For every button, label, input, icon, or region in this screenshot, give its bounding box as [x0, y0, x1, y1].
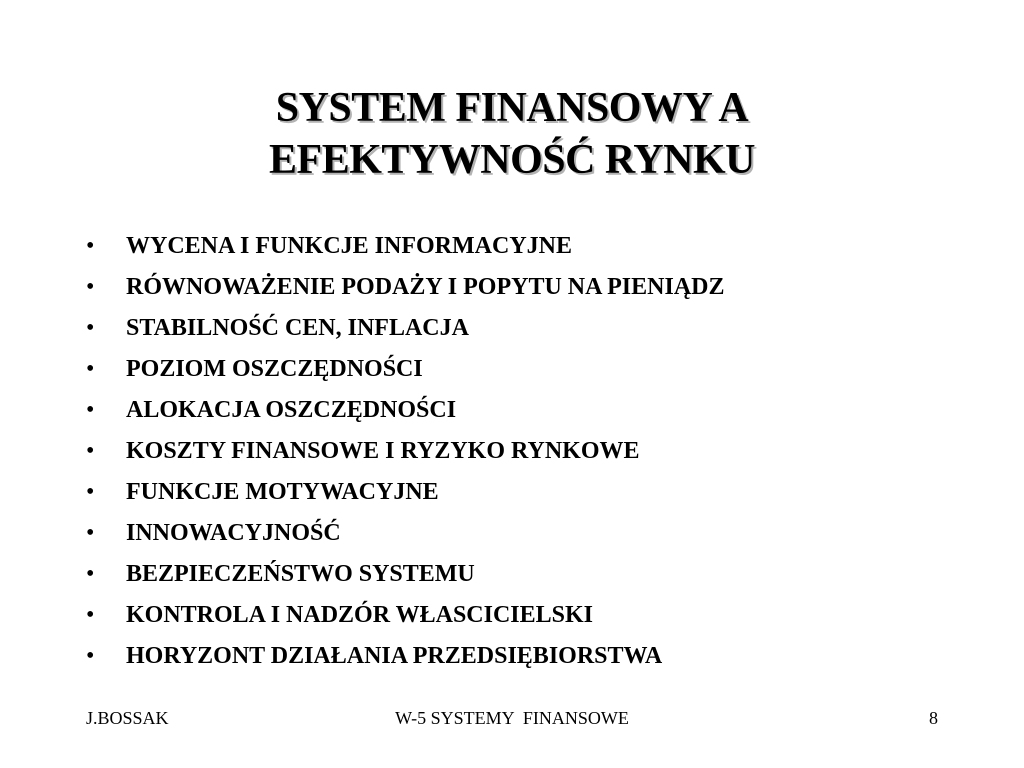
bullet-text: POZIOM OSZCZĘDNOŚCI [126, 356, 423, 382]
bullet-text: STABILNOŚĆ CEN, INFLACJA [126, 315, 469, 341]
bullet-item [86, 226, 725, 267]
bullet-marker: • [86, 274, 95, 300]
bullet-text: BEZPIECZEŃSTWO SYSTEMU [126, 561, 475, 587]
bullet-item [86, 554, 725, 595]
bullet-marker: • [86, 233, 95, 259]
bullet-text: KONTROLA I NADZÓR WŁASCICIELSKI [126, 602, 594, 628]
bullet-marker: • [86, 643, 95, 669]
bullet-marker: • [86, 602, 95, 628]
bullet-text: ALOKACJA OSZCZĘDNOŚCI [126, 397, 457, 423]
bullet-item [86, 308, 725, 349]
bullet-item [86, 472, 725, 513]
bullet-text: HORYZONT DZIAŁANIA PRZEDSIĘBIORSTWA [126, 643, 663, 669]
bullet-marker: • [86, 356, 95, 382]
title-line: EFEKTYWNOŚĆ RYNKU [269, 137, 755, 183]
bullet-marker: • [86, 561, 95, 587]
bullet-list [86, 226, 725, 677]
footer-author: J.BOSSAK [86, 708, 169, 728]
bullet-marker: • [86, 479, 95, 505]
bullet-text: RÓWNOWAŻENIE PODAŻY I POPYTU NA PIENIĄDZ [126, 274, 725, 300]
bullet-marker: • [86, 315, 95, 341]
bullet-item [86, 390, 725, 431]
bullet-item [86, 349, 725, 390]
footer-course-title: W-5 SYSTEMY FINANSOWE [395, 708, 629, 728]
bullet-item [86, 513, 725, 554]
bullet-item [86, 267, 725, 308]
slide-number: 8 [929, 708, 938, 728]
bullet-item [86, 636, 725, 677]
bullet-item [86, 595, 725, 636]
bullet-text: FUNKCJE MOTYWACYJNE [126, 479, 439, 505]
title-line: SYSTEM FINANSOWY A [275, 85, 749, 131]
bullet-text: KOSZTY FINANSOWE I RYZYKO RYNKOWE [126, 438, 640, 464]
slide-title [0, 82, 1024, 186]
bullet-text: WYCENA I FUNKCJE INFORMACYJNE [126, 233, 573, 259]
bullet-item [86, 431, 725, 472]
bullet-text: INNOWACYJNOŚĆ [126, 520, 341, 546]
bullet-marker: • [86, 438, 95, 464]
bullet-marker: • [86, 397, 95, 423]
bullet-marker: • [86, 520, 95, 546]
